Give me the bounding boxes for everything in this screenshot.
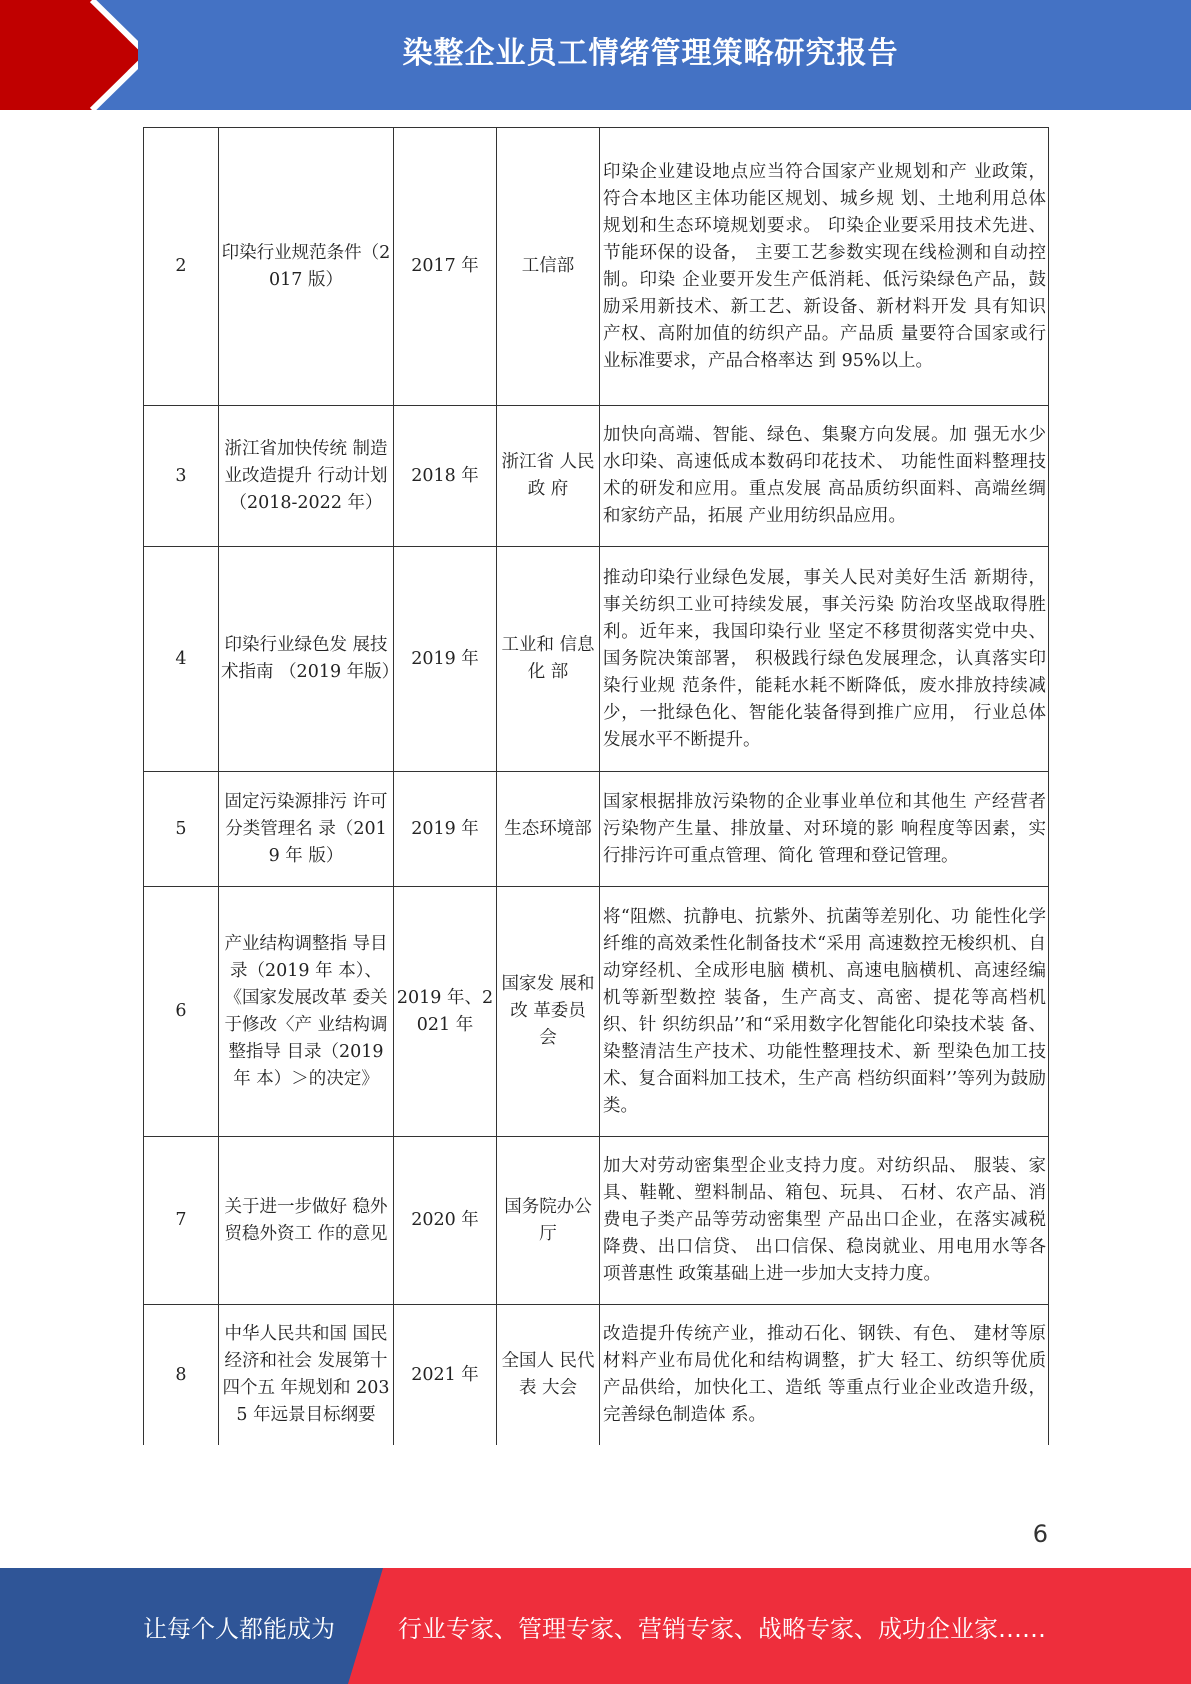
table-row — [144, 406, 1049, 547]
row-number-cell: 2 — [144, 128, 219, 406]
policy-name-cell: 中华人民共和国 国民经济和社会 发展第十四个五 年规划和 2035 年远景目标纲要 — [219, 1305, 394, 1446]
policy-name-cell: 关于进一步做好 稳外贸稳外资工 作的意见 — [219, 1137, 394, 1305]
policy-name-cell: 印染行业绿色发 展技术指南 （2019 年版） — [219, 547, 394, 772]
policy-name-cell: 产业结构调整指 导目录（2019 年 本）、《国家发展改革 委关于修改〈产 业结构调整指导 目录（2019 年 本）＞的决定》 — [219, 887, 394, 1137]
policy-table — [143, 127, 1049, 1445]
issuing-department-cell: 浙江省 人民政 府 — [497, 406, 600, 547]
policy-year-cell: 2021 年 — [394, 1305, 497, 1446]
policy-content-cell: 改造提升传统产业，推动石化、钢铁、有色、 建材等原材料产业布局优化和结构调整，扩大 轻工、纺织等优质产品供给，加快化工、造纸 等重点行业企业改造升级，完善绿色制造体 系。 — [600, 1305, 1049, 1446]
policy-name-cell: 浙江省加快传统 制造业改造提升 行动计划 （2018-2022 年） — [219, 406, 394, 547]
issuing-department-cell: 生态环境部 — [497, 772, 600, 887]
table-row — [144, 772, 1049, 887]
row-number-cell: 5 — [144, 772, 219, 887]
policy-name-cell: 固定污染源排污 许可分类管理名 录（2019 年 版） — [219, 772, 394, 887]
row-number-cell: 8 — [144, 1305, 219, 1446]
row-number-cell: 6 — [144, 887, 219, 1137]
policy-content-cell: 印染企业建设地点应当符合国家产业规划和产 业政策，符合本地区主体功能区规划、城乡规 划、土地利用总体规划和生态环境规划要求。 印染企业要采用技术先进、节能环保的设备， 主要工艺参数实现在线检测和自动控制。印染 企业要开发生产低消耗、低污染绿色产品，鼓 励采用新技术、新工艺、新设备、新材料开发 具有知识产权、高附加值的纺织产品。产品质 量要符合国家或行业标准要求，产品合格率达 到 95%以上。 — [600, 128, 1049, 406]
policy-content-cell: 推动印染行业绿色发展，事关人民对美好生活 新期待，事关纺织工业可持续发展，事关污染 防治攻坚战取得胜利。近年来，我国印染行业 坚定不移贯彻落实党中央、国务院决策部署， 积极践行绿色发展理念，认真落实印染行业规 范条件，能耗水耗不断降低，废水排放持续减 少，一批绿色化、智能化装备得到推广应用， 行业总体发展水平不断提升。 — [600, 547, 1049, 772]
issuing-department-cell: 工信部 — [497, 128, 600, 406]
footer-slogan-right: 行业专家、管理专家、营销专家、战略专家、成功企业家…… — [398, 1614, 1046, 1643]
policy-content-cell: 将“阻燃、抗静电、抗紫外、抗菌等差别化、功 能性化学纤维的高效柔性化制备技术“采用 高速数控无梭织机、自动穿经机、全成形电脑 横机、高速电脑横机、高速经编机等新型数控 装备，生产高支、高密、提花等高档机织、针 织纺织品’’和“采用数字化智能化印染技术装 备、染整清洁生产技术、功能性整理技术、新 型染色加工技术、复合面料加工技术，生产高 档纺织面料’’等列为鼓励类。 — [600, 887, 1049, 1137]
page-header — [0, 0, 1191, 110]
policy-year-cell: 2020 年 — [394, 1137, 497, 1305]
policy-content-cell: 加大对劳动密集型企业支持力度。对纺织品、 服装、家具、鞋靴、塑料制品、箱包、玩具、 石材、农产品、消费电子类产品等劳动密集型 产品出口企业，在落实减税降费、出口信贷、 出口信保、稳岗就业、用电用水等各项普惠性 政策基础上进一步加大支持力度。 — [600, 1137, 1049, 1305]
row-number-cell: 4 — [144, 547, 219, 772]
policy-year-cell: 2018 年 — [394, 406, 497, 547]
table-row — [144, 547, 1049, 772]
policy-content-cell: 国家根据排放污染物的企业事业单位和其他生 产经营者污染物产生量、排放量、对环境的影 响程度等因素，实行排污许可重点管理、简化 管理和登记管理。 — [600, 772, 1049, 887]
page-number: 6 — [1032, 1520, 1048, 1548]
footer-slogan-left: 让每个人都能成为 — [143, 1614, 335, 1643]
table-row — [144, 1137, 1049, 1305]
report-title: 染整企业员工情绪管理策略研究报告 — [402, 36, 899, 71]
policy-name-cell: 印染行业规范条件（2017 版） — [219, 128, 394, 406]
row-number-cell: 3 — [144, 406, 219, 547]
policy-content-cell: 加快向高端、智能、绿色、集聚方向发展。加 强无水少水印染、高速低成本数码印花技术、 功能性面料整理技术的研发和应用。重点发展 高品质纺织面料、高端丝绸和家纺产品，拓展 产业用纺织品应用。 — [600, 406, 1049, 547]
policy-year-cell: 2019 年 — [394, 547, 497, 772]
policy-table-container — [143, 127, 1049, 1445]
issuing-department-cell: 工业和 信息化 部 — [497, 547, 600, 772]
policy-year-cell: 2019 年 — [394, 772, 497, 887]
row-number-cell: 7 — [144, 1137, 219, 1305]
issuing-department-cell: 国务院办公厅 — [497, 1137, 600, 1305]
table-row — [144, 1305, 1049, 1446]
issuing-department-cell: 国家发 展和改 革委员 会 — [497, 887, 600, 1137]
policy-year-cell: 2017 年 — [394, 128, 497, 406]
issuing-department-cell: 全国人 民代表 大会 — [497, 1305, 600, 1446]
policy-year-cell: 2019 年、2021 年 — [394, 887, 497, 1137]
table-row — [144, 128, 1049, 406]
table-row — [144, 887, 1049, 1137]
page-footer — [0, 1568, 1191, 1684]
